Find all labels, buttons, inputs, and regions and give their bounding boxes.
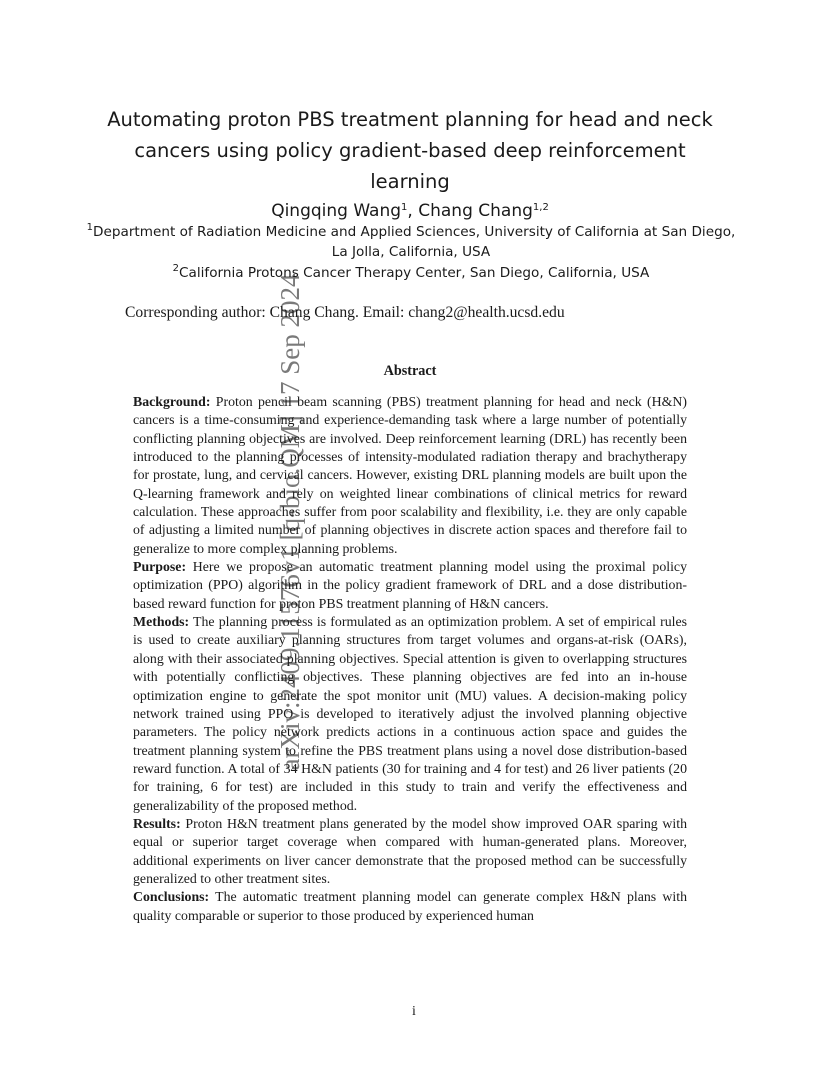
author-affiliation-mark: 1 xyxy=(401,202,408,213)
abstract-body xyxy=(133,393,687,925)
section-label: Results: xyxy=(133,815,181,831)
arxiv-identifier-stamp: arXiv:2409.11576v1 [q-bio.QM] 17 Sep 2024 xyxy=(275,273,305,771)
section-text: The planning process is formulated as an optimization problem. A set of empirical rules is used to create auxiliary planning structures from target volumes and organs-at-risk (OARs), along with their associated planning objectives. Special attention is given to overlapping structures with potentially conflicting objectives. These planning objectives are fed into an in-house optimization engine to generate the spot monitor unit (MU) values. A decision-making policy network trained using PPO is developed to iteratively adjust the involved planning objective parameters. The policy network predicts actions in a continuous action space and guides the treatment planning system to refine the PBS treatment plans using a novel dose distribution-based reward function. A total of 34 H&N patients (30 for training and 4 for test) and 26 liver patients (20 for training, 6 for test) are included in this study to train and verify the effectiveness and generalizability of the proposed method. xyxy=(133,614,687,813)
section-label: Background: xyxy=(133,394,211,409)
section-label: Methods: xyxy=(133,614,190,630)
abstract-purpose xyxy=(133,558,687,613)
section-label: Conclusions: xyxy=(133,889,210,905)
affiliation-text: California Protons Cancer Therapy Center, San Diego, California, USA xyxy=(179,265,650,281)
author-affiliation-mark: 1,2 xyxy=(532,202,549,213)
affiliation-mark: 2 xyxy=(172,263,180,274)
abstract-methods xyxy=(133,613,687,815)
affiliation-2 xyxy=(80,263,742,283)
section-text: Here we propose an automatic treatment planning model using the proximal policy optimization (PPO) algorithm in the policy gradient framework of DRL and a dose distribution-based reward function for proton PBS treatment planning of H&N cancers. xyxy=(133,559,688,611)
abstract-results xyxy=(133,815,687,888)
paper-title-line-2: cancers using policy gradient-based deep reinforcement learning xyxy=(134,139,686,193)
paper-title xyxy=(100,104,720,197)
section-text: The automatic treatment planning model can generate complex H&N plans with quality comparable or superior to those produced by experienced human xyxy=(133,889,687,923)
section-label: Purpose: xyxy=(133,559,187,575)
author-name: Qingqing Wang xyxy=(271,201,402,221)
paper-title-line-1: Automating proton PBS treatment planning for head and neck xyxy=(107,108,713,131)
section-text: Proton H&N treatment plans generated by the model show improved OAR sparing with equal or superior target coverage when compared with human-generated plans. Moreover, additional experiments on liver cancer demonstrate that the proposed method can be successfully generalized to other treatment sites. xyxy=(133,815,687,886)
affiliation-text: Department of Radiation Medicine and Applied Sciences, University of California at San Diego, La Jolla, California, USA xyxy=(93,224,736,260)
affiliation-1 xyxy=(80,222,742,262)
author-list xyxy=(100,199,720,223)
affiliation-mark: 1 xyxy=(86,222,94,233)
abstract-conclusions xyxy=(133,888,687,925)
abstract-background xyxy=(133,393,687,558)
page-number: i xyxy=(412,1004,416,1019)
corresponding-author-note: Corresponding author: Chang Chang. Email: chang2@health.ucsd.edu xyxy=(125,304,565,321)
affiliation-list xyxy=(80,222,742,283)
abstract-heading: Abstract xyxy=(383,363,437,379)
author-name: Chang Chang xyxy=(418,201,533,221)
section-text: Proton pencil beam scanning (PBS) treatment planning for head and neck (H&N) cancers is a time-consuming and experience-demanding task where a large number of potentially conflicting planning objectives are involved. Deep reinforcement learning (DRL) has recently been introduced to the planning processes of intensity-modulated radiation therapy and brachytherapy for prostate, lung, and cervical cancers. However, existing DRL planning models are built upon the Q-learning framework and rely on weighted linear combinations of clinical metrics for reward calculation. These approaches suffer from poor scalability and flexibility, i.e. they are only capable of adjusting a limited number of planning objectives in discrete action spaces and therefore fail to generalize to more complex planning problems. xyxy=(133,394,687,556)
author-separator: , xyxy=(407,201,419,221)
